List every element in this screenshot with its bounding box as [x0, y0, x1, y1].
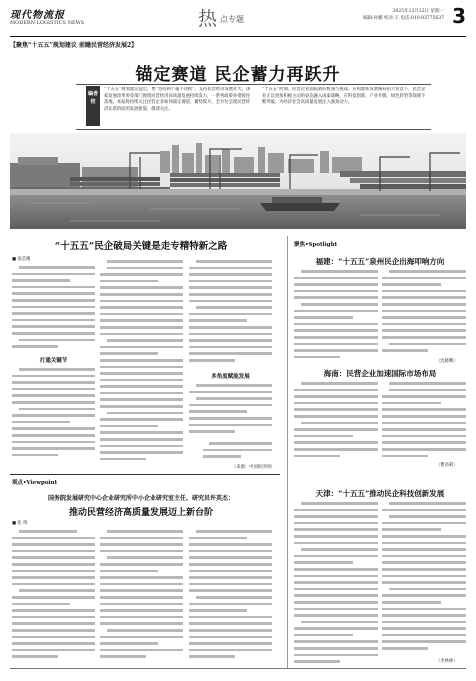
viewpoint-label: 观点•Viewpoint: [12, 480, 58, 486]
body-text-line: [189, 278, 272, 285]
body-text-line: [189, 640, 272, 647]
body-text-line: [12, 568, 95, 575]
body-text-line: [189, 587, 272, 594]
body-text-line: [294, 334, 378, 341]
body-text-line: [294, 341, 378, 348]
body-text-line: [100, 601, 183, 608]
body-text-line: [382, 301, 466, 308]
body-text-line: [294, 638, 378, 645]
body-text-line: [294, 625, 378, 632]
spotlight-note-2: （曹清莉）: [436, 463, 458, 468]
body-text-line: [294, 500, 378, 507]
viewpoint-kicker: 国务院发展研究中心企业研究所中小企业研究室主任、研究员许英杰：: [47, 495, 234, 502]
feature-col2: [100, 258, 183, 464]
body-text-line: [189, 344, 272, 351]
body-text-line: [12, 386, 95, 393]
body-text-line: [12, 310, 95, 317]
body-text-line: [100, 350, 183, 357]
body-text-line: [100, 607, 183, 614]
body-text-line: [189, 541, 272, 548]
body-text-line: [382, 294, 466, 301]
body-text-line: [189, 258, 272, 265]
body-text-line: [382, 606, 466, 613]
body-text-line: [100, 423, 183, 430]
body-text-line: [294, 268, 378, 275]
body-text-line: [100, 620, 183, 627]
body-text-line: [294, 380, 378, 387]
body-text-line: [189, 581, 272, 588]
body-text-line: [294, 281, 378, 288]
body-text-line: [12, 392, 95, 399]
body-text-line: [12, 634, 95, 641]
spotlight-3-col1: [294, 500, 378, 666]
body-text-line: [294, 553, 378, 560]
body-text-line: [382, 393, 466, 400]
body-text-line: [100, 291, 183, 298]
column-separator: [287, 236, 288, 668]
body-text-line: [382, 520, 466, 527]
feature-col3-lower: [189, 382, 272, 438]
body-text-line: [382, 341, 466, 348]
body-text-line: [12, 297, 95, 304]
body-text-line: [294, 652, 378, 659]
body-text-line: [189, 298, 272, 305]
body-text-line: [12, 366, 95, 373]
body-text-line: [189, 574, 272, 581]
header-info: [363, 8, 444, 22]
body-text-line: [100, 390, 183, 397]
body-text-line: [189, 382, 272, 389]
body-text-line: [12, 561, 95, 568]
body-text-line: [12, 548, 95, 555]
body-text-line: [382, 645, 466, 652]
body-text-line: [12, 290, 95, 297]
body-text-line: [382, 540, 466, 547]
body-text-line: [189, 331, 272, 338]
body-text-line: [12, 317, 95, 324]
body-text-line: [294, 612, 378, 619]
body-text-line: [294, 275, 378, 282]
body-text-line: [100, 587, 183, 594]
body-text-line: [382, 413, 466, 420]
body-text-line: [382, 314, 466, 321]
body-text-line: [12, 601, 95, 608]
body-text-line: [100, 541, 183, 548]
body-text-line: [294, 559, 378, 566]
body-text-line: [294, 426, 378, 433]
viewpoint-headline: 推动民营经济高质量发展迈上新台阶: [68, 508, 213, 518]
harbor-photo-image: [10, 133, 466, 229]
body-text-line: [189, 554, 272, 561]
spotlight-note-1: （沈晓鹰）: [436, 359, 458, 364]
series-kicker: 【聚焦“十五五”规划建议 前瞻民营经济发展2】: [10, 42, 138, 49]
body-text-line: [189, 601, 272, 608]
body-text-line: [100, 344, 183, 351]
feature-col3-upper: [189, 258, 272, 370]
body-text-line: [203, 447, 272, 454]
body-text-line: [382, 380, 466, 387]
body-text-line: [294, 599, 378, 606]
body-text-line: [294, 619, 378, 626]
body-text-line: [100, 284, 183, 291]
body-text-line: [100, 554, 183, 561]
body-text-line: [382, 426, 466, 433]
body-text-line: [382, 406, 466, 413]
viewpoint-col3: [189, 528, 272, 666]
masthead-subtitle: MODERN LOGISTICS NEWS: [10, 20, 85, 26]
body-text-line: [294, 327, 378, 334]
body-text-line: [100, 410, 183, 417]
body-text-line: [100, 535, 183, 542]
body-text-line: [382, 599, 466, 606]
body-text-line: [294, 632, 378, 639]
body-text-line: [189, 594, 272, 601]
body-text-line: [294, 406, 378, 413]
body-text-line: [382, 446, 466, 453]
body-text-line: [100, 370, 183, 377]
feature-subhead: 打通关键节: [39, 358, 68, 364]
body-text-line: [294, 347, 378, 354]
body-text-line: [12, 304, 95, 311]
body-text-line: [12, 432, 95, 439]
body-text-line: [294, 586, 378, 593]
body-text-line: [189, 389, 272, 396]
body-text-line: [294, 453, 378, 460]
spacer: [277, 258, 285, 259]
section-topic: 点专题: [220, 15, 244, 24]
body-text-line: [294, 579, 378, 586]
body-text-line: [189, 317, 272, 324]
body-text-line: [189, 284, 272, 291]
body-text-line: [12, 528, 95, 535]
body-text-line: [12, 264, 95, 271]
body-text-line: [382, 526, 466, 533]
body-text-line: [189, 620, 272, 627]
page-number: 3: [452, 4, 466, 28]
feature-col3-tail: [203, 440, 272, 464]
body-text-line: [12, 330, 95, 337]
feature-end-note: （来源：中国经济网）: [232, 465, 275, 470]
spotlight-1-col1: [294, 268, 378, 362]
body-text-line: [12, 284, 95, 291]
body-text-line: [294, 533, 378, 540]
body-text-line: [100, 594, 183, 601]
body-text-line: [100, 647, 183, 654]
body-text-line: [382, 321, 466, 328]
body-text-line: [189, 528, 272, 535]
body-text-line: [294, 393, 378, 400]
body-text-line: [189, 402, 272, 409]
body-text-line: [294, 645, 378, 652]
body-text-line: [382, 619, 466, 626]
body-text-line: [12, 337, 95, 344]
body-text-line: [189, 415, 272, 422]
body-text-line: [12, 412, 95, 419]
body-text-line: [100, 377, 183, 384]
body-text-line: [12, 343, 95, 350]
section-title: 热: [198, 8, 218, 30]
body-text-line: [100, 429, 183, 436]
body-text-line: [100, 357, 183, 364]
body-text-line: [382, 275, 466, 282]
body-text-line: [382, 573, 466, 580]
body-text-line: [189, 265, 272, 272]
spotlight-2-col1: [294, 380, 378, 464]
spotlight-1-col2: [382, 268, 466, 358]
body-text-line: [12, 587, 95, 594]
body-text-line: [294, 308, 378, 315]
body-text-line: [100, 548, 183, 555]
body-text-line: [100, 581, 183, 588]
body-text-line: [100, 574, 183, 581]
body-text-line: [12, 419, 95, 426]
body-text-line: [100, 634, 183, 641]
body-text-line: [294, 658, 378, 665]
body-text-line: [100, 324, 183, 331]
body-text-line: [294, 573, 378, 580]
body-text-line: [382, 308, 466, 315]
body-text-line: [12, 653, 95, 660]
body-text-line: [100, 337, 183, 344]
body-text-line: [100, 443, 183, 450]
body-text-line: [100, 627, 183, 634]
body-text-line: [100, 396, 183, 403]
main-headline: 锚定赛道 民企蓄力再跃升: [135, 65, 341, 85]
body-text-line: [294, 400, 378, 407]
body-text-line: [189, 408, 272, 415]
body-text-line: [382, 533, 466, 540]
body-text-line: [100, 383, 183, 390]
body-text-line: [12, 581, 95, 588]
body-text-line: [100, 640, 183, 647]
body-text-line: [100, 265, 183, 272]
body-text-line: [12, 425, 95, 432]
body-text-line: [12, 594, 95, 601]
body-text-line: [12, 277, 95, 284]
body-text-line: [189, 647, 272, 654]
body-text-line: [189, 428, 272, 435]
body-text-line: [382, 592, 466, 599]
body-text-line: [12, 541, 95, 548]
body-text-line: [189, 395, 272, 402]
page-header: [10, 2, 466, 36]
body-text-line: [189, 350, 272, 357]
body-text-line: [100, 568, 183, 575]
body-text-line: [382, 347, 466, 354]
editor-note-right: “十五五”时期，民营企业面临新的机遇与挑战。在构建新发展格局的大背景下，民营企业正以更加积极主动的姿态融入国家战略，在科技创新、产业升级、绿色转型等领域不断突破，为经济社会高质量发展注入强劲动力。: [262, 87, 426, 106]
viewpoint-col2: [100, 528, 183, 666]
editor-note-left: “十五五”规划建议提出，要“坚持两个毫不动摇”，支持民营经济发展壮大。国家发展改革委等部门围绕民营经济高质量发展持续发力，一系列政策举措接连落地。本报将持续关注民营企业如何锚定赛道、蓄势跃升，全方位呈现民营经济在新阶段的发展新貌，敬请关注。: [104, 87, 251, 112]
body-text-line: [294, 433, 378, 440]
body-text-line: [382, 546, 466, 553]
body-text-line: [100, 416, 183, 423]
body-text-line: [294, 439, 378, 446]
body-text-line: [382, 579, 466, 586]
body-text-line: [100, 456, 183, 463]
body-text-line: [294, 546, 378, 553]
body-text-line: [189, 614, 272, 621]
body-text-line: [294, 288, 378, 295]
body-text-line: [100, 278, 183, 285]
harbor-photo: [10, 133, 466, 229]
body-text-line: [382, 281, 466, 288]
spotlight-note-3: （李林林）: [436, 659, 458, 664]
header-rule: [10, 36, 466, 37]
body-text-line: [100, 561, 183, 568]
feature-byline: ■ 徐芸溪: [12, 257, 31, 262]
body-text-line: [100, 311, 183, 318]
body-text-line: [100, 436, 183, 443]
body-text-line: [382, 439, 466, 446]
body-text-line: [294, 520, 378, 527]
body-text-line: [12, 535, 95, 542]
feature-col1-upper: [12, 264, 95, 354]
body-text-line: [382, 513, 466, 520]
body-text-line: [189, 422, 272, 429]
body-text-line: [294, 446, 378, 453]
body-text-line: [382, 507, 466, 514]
body-text-line: [294, 301, 378, 308]
body-text-line: [189, 324, 272, 331]
body-text-line: [12, 574, 95, 581]
body-text-line: [12, 554, 95, 561]
feature-headline: “十五五”民企破局关键是走专精特新之路: [54, 241, 228, 252]
body-text-line: [189, 304, 272, 311]
body-text-line: [189, 271, 272, 278]
body-text-line: [382, 387, 466, 394]
body-text-line: [294, 294, 378, 301]
spotlight-headline-2: 海南：民营企业加速国际市场布局: [323, 369, 437, 378]
body-text-line: [294, 526, 378, 533]
body-text-line: [189, 561, 272, 568]
body-text-line: [12, 399, 95, 406]
body-text-line: [294, 354, 378, 361]
body-text-line: [189, 568, 272, 575]
body-text-line: [100, 304, 183, 311]
body-text-line: [189, 607, 272, 614]
body-text-line: [382, 553, 466, 560]
feature-subhead-2: 多角度赋能发展: [211, 374, 250, 380]
body-text-line: [189, 627, 272, 634]
body-text-line: [382, 638, 466, 645]
body-text-line: [382, 453, 466, 460]
body-text-line: [203, 453, 272, 460]
body-text-line: [294, 606, 378, 613]
feature-col1-lower: [12, 366, 95, 464]
masthead: 现代物流报: [10, 10, 65, 21]
body-text-line: [189, 535, 272, 542]
viewpoint-col1: [12, 528, 95, 666]
body-text-line: [294, 507, 378, 514]
body-text-line: [382, 566, 466, 573]
spotlight-label: 聚焦•Spotlight: [294, 242, 338, 248]
body-text-line: [382, 334, 466, 341]
body-text-line: [12, 614, 95, 621]
body-text-line: [100, 449, 183, 456]
body-text-line: [100, 528, 183, 535]
body-text-line: [294, 540, 378, 547]
body-text-line: [12, 379, 95, 386]
body-text-line: [382, 559, 466, 566]
body-text-line: [189, 634, 272, 641]
body-text-line: [12, 620, 95, 627]
body-text-line: [12, 271, 95, 278]
body-text-line: [382, 632, 466, 639]
body-text-line: [294, 321, 378, 328]
body-text-line: [294, 420, 378, 427]
body-text-line: [12, 647, 95, 654]
body-text-line: [203, 440, 272, 447]
body-text-line: [382, 433, 466, 440]
body-text-line: [189, 291, 272, 298]
body-text-line: [294, 387, 378, 394]
editor-line: 编辑:孙鹏 校对:王 电话:010-83775637: [363, 16, 444, 21]
body-text-line: [382, 288, 466, 295]
body-text-line: [189, 653, 272, 660]
editor-note-tag: 编者按: [86, 86, 100, 126]
body-text-line: [100, 364, 183, 371]
body-text-line: [189, 311, 272, 318]
body-text-line: [12, 452, 95, 459]
body-text-line: [12, 406, 95, 413]
body-text-line: [294, 413, 378, 420]
spotlight-2-col2: [382, 380, 466, 460]
spotlight-headline-1: 福建：“十五五”泉州民企出海叩响方向: [315, 257, 445, 266]
viewpoint-rule: [10, 474, 280, 475]
body-text-line: [382, 612, 466, 619]
body-text-line: [294, 513, 378, 520]
footer-rule: [10, 668, 466, 669]
body-text-line: [382, 400, 466, 407]
body-text-line: [294, 566, 378, 573]
body-text-line: [100, 653, 183, 660]
body-text-line: [12, 607, 95, 614]
body-text-line: [12, 373, 95, 380]
body-text-line: [382, 625, 466, 632]
body-text-line: [100, 271, 183, 278]
body-text-line: [12, 640, 95, 647]
body-text-line: [12, 323, 95, 330]
body-text-line: [189, 357, 272, 364]
body-text-line: [189, 548, 272, 555]
body-text-line: [100, 331, 183, 338]
body-text-line: [382, 500, 466, 507]
body-text-line: [382, 586, 466, 593]
body-text-line: [382, 327, 466, 334]
body-text-line: [189, 337, 272, 344]
body-text-line: [382, 420, 466, 427]
viewpoint-byline: ■ 张 鸣: [12, 521, 28, 526]
body-text-line: [12, 445, 95, 452]
body-text-line: [12, 627, 95, 634]
body-text-line: [100, 614, 183, 621]
body-text-line: [382, 268, 466, 275]
spotlight-headline-3: 天津：“十五五”推动民企科技创新发展: [315, 489, 445, 498]
body-text-line: [100, 258, 183, 265]
body-text-line: [294, 592, 378, 599]
date-line: 2025年12月22日 星期一: [392, 9, 444, 14]
body-text-line: [12, 439, 95, 446]
body-text-line: [100, 403, 183, 410]
body-text-line: [100, 298, 183, 305]
body-text-line: [100, 317, 183, 324]
body-text-line: [294, 314, 378, 321]
spotlight-3-col2: [382, 500, 466, 656]
